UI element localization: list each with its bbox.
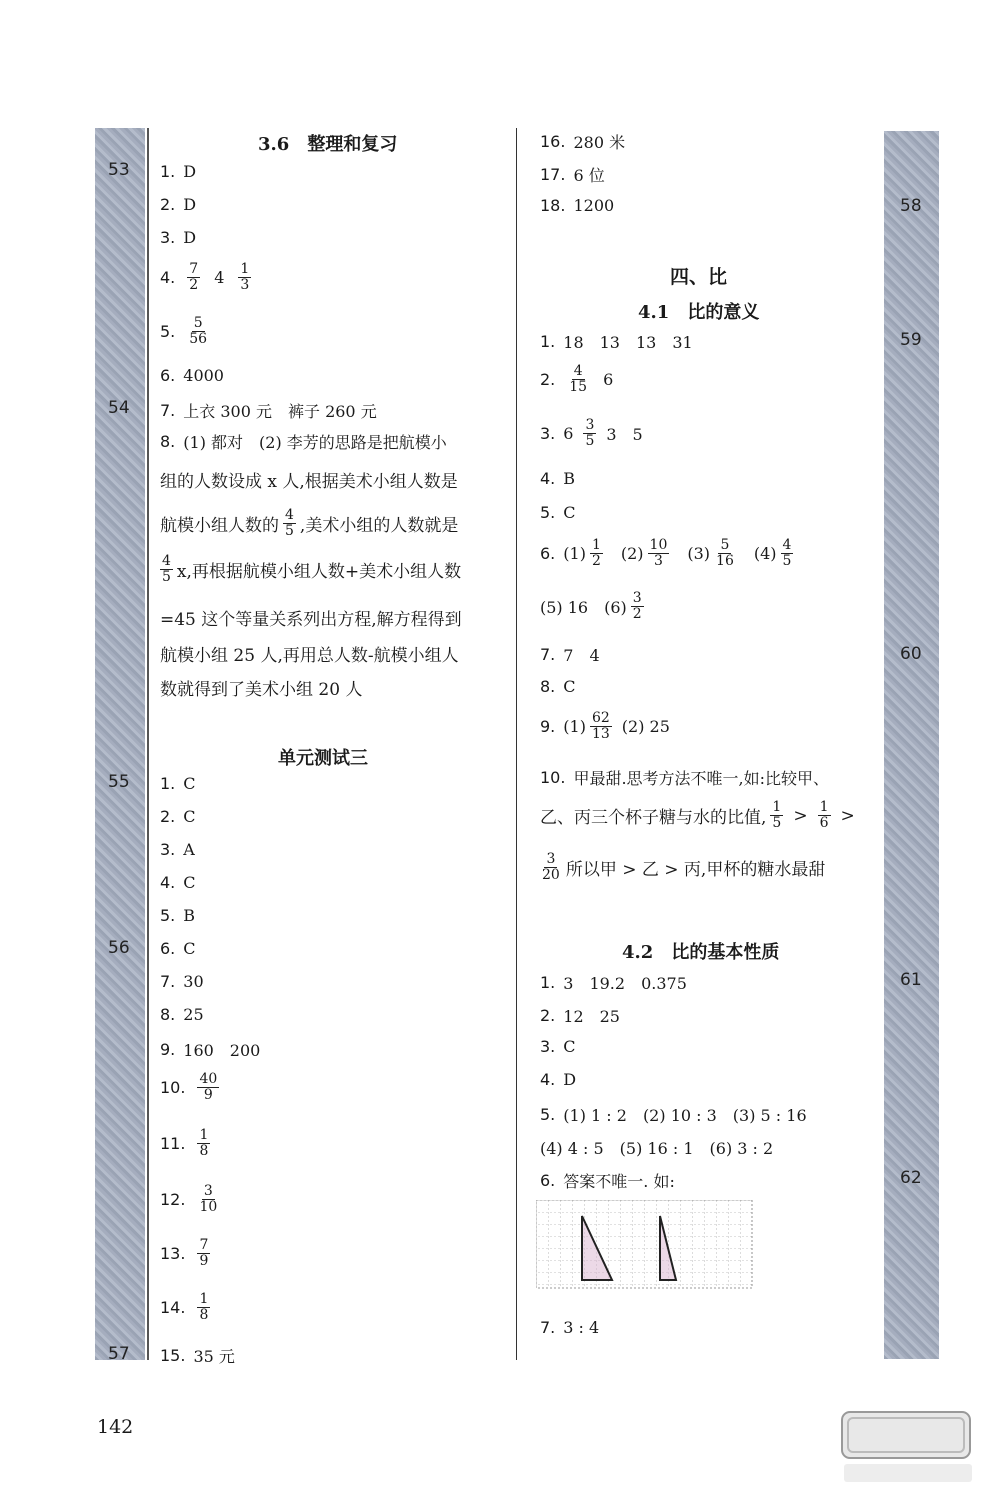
answer-item: 1. D [160,162,197,181]
section-title: 单元测试三 [278,748,368,769]
answer-item: 2. $\frac{4}{15}$ 6 [540,363,614,395]
answer-item: 18. 1200 [540,196,615,215]
answer-item: 10. $\frac{40}{9}$ [160,1071,218,1103]
page-mark: 55 [108,772,130,792]
fraction: $\frac{4}{15}$ [569,363,588,395]
answer-item: 7. 3 : 4 [540,1318,600,1337]
answer-text: $\frac{4}{5}$ x,再根据航模小组人数+美术小组人数 [162,553,462,585]
answer-item: 7. 7 4 [540,645,600,665]
fraction: $\frac{3}{2}$ [632,590,642,622]
answer-text: 组的人数设成 x 人,根据美术小组人数是 [160,472,458,492]
answer-item: 13. $\frac{7}{9}$ [160,1237,209,1269]
fraction: $\frac{1}{8}$ [199,1127,209,1159]
fraction: $\frac{7}{2}$ [189,261,199,293]
answer-item: (5) 16 (6) $\frac{3}{2}$ [540,590,642,622]
answer-item: 15. 35 元 [160,1346,235,1366]
page-mark: 60 [900,644,922,664]
chapter-title: 四、比 [670,266,728,288]
fraction: $\frac{5}{56}$ [189,315,208,347]
fraction: $\frac{4}{5}$ [162,553,171,585]
answer-item: 4. C [160,873,196,892]
page-mark: 53 [108,160,130,180]
left-margin-strip [95,128,145,1360]
fraction: $\frac{3}{10}$ [199,1183,218,1215]
grid-background [536,1200,752,1288]
fraction: $\frac{5}{16}$ [716,537,734,569]
page-mark: 54 [108,398,130,418]
fraction: $\frac{3}{20}$ [542,851,560,883]
answer-item: 3. A [160,840,195,859]
answer-item: (4) 4 : 5 (5) 16 : 1 (6) 3 : 2 [540,1139,774,1158]
fraction: $\frac{1}{5}$ [772,799,782,831]
fraction: $\frac{40}{9}$ [199,1071,218,1103]
answer-item: 9. 160 200 [160,1040,261,1060]
answer-item: 4. B [540,469,576,488]
answer-item: 2. D [160,195,197,214]
page-mark: 57 [108,1344,130,1364]
fraction: $\frac{1}{2}$ [591,537,601,569]
page-mark: 62 [900,1168,922,1188]
answer-item: 1. 18 13 13 31 [540,332,693,352]
answer-item: 7. 上衣 300 元 裤子 260 元 [160,401,377,421]
answer-item: 8. C [540,677,576,696]
answer-item: 5. $\frac{5}{56}$ [160,315,208,347]
answer-item: 8. (1) 都对 (2) 李芳的思路是把航模小 [160,432,447,452]
fraction: $\frac{62}{13}$ [591,710,610,742]
answer-item: 7. 30 [160,972,204,991]
answer-item: 12. $\frac{3}{10}$ [160,1183,218,1215]
answer-item: 1. 3 19.2 0.375 [540,973,687,993]
answer-text: 航模小组人数的 $\frac{4}{5}$ ,美术小组的人数就是 [160,507,459,539]
answer-item: 16. 280 米 [540,132,626,152]
answer-item: 14. $\frac{1}{8}$ [160,1291,209,1323]
answer-item: 6. C [160,939,196,958]
answer-item: 6. 4000 [160,366,224,385]
answer-item: 5. B [160,906,196,925]
page-mark: 61 [900,970,922,990]
page-mark: 59 [900,330,922,350]
left-strip-edge [147,128,149,1360]
answer-item: 5. (1) 1 : 2 (2) 10 : 3 (3) 5 : 16 [540,1105,807,1125]
answer-item: 8. 25 [160,1005,204,1024]
fraction: $\frac{10}{3}$ [649,537,668,569]
watermark-stamp-icon [838,1406,978,1488]
answer-item: 17. 6 位 [540,165,605,185]
answer-text: 数就得到了美术小组 20 人 [160,680,363,700]
column-divider [516,128,517,1360]
answer-item: 1. C [160,774,196,793]
answer-text: $\frac{3}{20}$ 所以甲 > 乙 > 丙,甲杯的糖水最甜 [542,851,826,883]
section-title: 4.1 比的意义 [638,302,760,323]
fraction: $\frac{1}{3}$ [240,261,250,293]
answer-item: 10. 甲最甜.思考方法不唯一,如:比较甲、 [540,768,830,788]
answer-item: 2. 12 25 [540,1006,620,1026]
answer-item: 2. C [160,807,196,826]
answer-text: 航模小组 25 人,再用总人数-航模小组人 [160,646,459,666]
answer-item: 3. C [540,1037,576,1056]
answer-item: 5. C [540,503,576,522]
answer-item: 9. (1) $\frac{62}{13}$ (2) 25 [540,710,670,742]
answer-item: 4. D [540,1070,577,1089]
answer-item: 3. D [160,228,197,247]
page-mark: 58 [900,196,922,216]
answer-item: 4. $\frac{7}{2}$ 4 $\frac{1}{3}$ [160,261,250,293]
fraction: $\frac{1}{6}$ [819,799,829,831]
answer-text: 乙、丙三个杯子糖与水的比值, $\frac{1}{5}$ > $\frac{1}{6}$ > [540,799,855,831]
fraction: $\frac{4}{5}$ [782,537,792,569]
fraction: $\frac{4}{5}$ [285,507,294,539]
section-title: 3.6 整理和复习 [258,134,398,155]
fraction: $\frac{3}{5}$ [585,417,595,449]
answer-item: 3. 6 $\frac{3}{5}$ 3 5 [540,417,643,449]
triangle-grid-figure [536,1200,754,1290]
answer-text: =45 这个等量关系列出方程,解方程得到 [160,610,462,630]
page-mark: 56 [108,938,130,958]
section-title: 4.2 比的基本性质 [622,942,780,963]
answer-item: 6. (1) $\frac{1}{2}$ (2) $\frac{10}{3}$ (3) $\frac{5}{16}$ (4) $\frac{4}{5}$ [540,537,792,569]
answer-item: 6. 答案不唯一. 如: [540,1171,675,1191]
page-number: 142 [97,1416,134,1438]
fraction: $\frac{7}{9}$ [199,1237,209,1269]
fraction: $\frac{1}{8}$ [199,1291,209,1323]
answer-item: 11. $\frac{1}{8}$ [160,1127,209,1159]
